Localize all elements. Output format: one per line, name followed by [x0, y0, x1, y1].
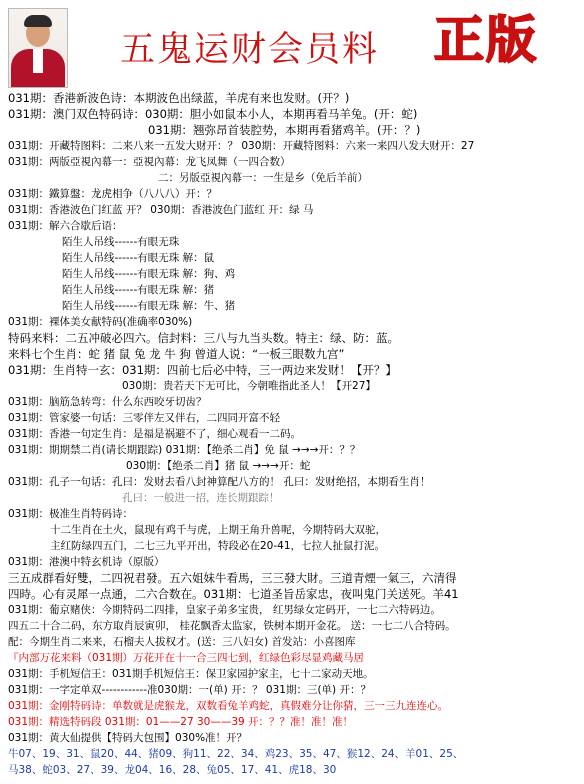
line-confucius-saying-1: 031期：孔子一句话：孔曰：发财去看八封神算配八方的！ 孔曰：发财绝招，本期看生肖！ [8, 476, 431, 488]
line-mystic-poem-1: 三五成群看好雙，二四祝君發。五六姐妹牛看馬，三三發大財。三道青煙一氣三，六清得 [8, 571, 457, 585]
line-accurate-poem-2: 主红防绿四五门，二七三九平开出，特段必在20-41，七拉人扯鼠打泥。 [50, 540, 386, 552]
line-riddle-2: 陌生人吊线------有眼无珠 解：鼠 [62, 252, 215, 264]
line-macau-double-color-poem: 031期：澳门双色特码诗：030期：胆小如鼠本小人，本期再看马羊兔。(开：蛇) [8, 107, 418, 121]
line-riddle-heading: 031期：解六合歇后语： [8, 220, 123, 232]
line-sms-king: 031期：手机短信王：031期手机短信王：保卫家园护家主，七十二家动天地。 [8, 668, 374, 680]
line-treasure-chart: 031期：开藏特图料：二来八来一五发大财开：？ 030期：开藏特图料：六来一来四八发大财开：27 [8, 140, 475, 152]
portrait-shirt [33, 49, 43, 73]
line-zodiac-mystery-2: 030期：贵若天下无可比，今朝唯指此圣人！【开27】 [122, 380, 376, 392]
line-atv-inside-2: 二：另版亞視內幕一：一生是乡（免后羊前） [158, 172, 368, 184]
line-ban-two-zodiacs-1: 031期：期期禁二肖(请长期跟踪) 031期：【绝杀二肖】免 鼠 →→→开：？？ [8, 444, 361, 456]
line-mystic-poem-2: 四時。心有灵犀一点通，二六合数在。031期：七道圣旨岳家忠，夜叫鬼门关送死。羊41 [8, 587, 459, 601]
line-hk-one-sentence: 031期：香港一句定生肖：是福是祸避不了，细心观看一二码。 [8, 428, 302, 440]
line-confucius-saying-2: 孔曰：一般进一招，连长期跟踪！ [122, 492, 280, 504]
page-title: 五鬼运财会员料 [120, 30, 380, 70]
line-lisboa-gambler-3: 配：今期生肖二来来，石榴夫人拔权才。(送：三八妇女) 首发站：小喜图库 [8, 636, 356, 648]
line-hk-wave-door: 031期：香港波色门红蓝 开？ 030期：香港波色门蓝红 开：绿 马 [8, 204, 314, 216]
line-riddle-3: 陌生人吊线------有眼无珠 解：狗、鸡 [62, 268, 236, 280]
line-atv-inside-1: 031期：两版亞視內幕一：亞視內幕：龙飞凤舞（一四合数） [8, 156, 291, 168]
line-seven-zodiacs: 来料七个生肖：蛇 猪 鼠 兔 龙 牛 狗 曾道人说：“一板三眼数九宫” [8, 347, 345, 361]
line-accurate-poem-heading: 031期：极准生肖特码诗： [8, 508, 134, 520]
line-hk-wave-color-poem: 031期：香港新波色诗：本期波色出绿蓝，羊虎有来也发财。(开？) [8, 91, 350, 105]
line-riddle-5: 陌生人吊线------有眼无珠 解：牛、猪 [62, 300, 236, 312]
line-accurate-poem-1: 十二生肖在土火，鼠现有鸡千与虎，上期王角升兽呢，今期特码大双驼， [50, 524, 386, 536]
line-brain-teaser: 031期：脑筋急转弯：什么东西咬牙切齿？ [8, 396, 207, 408]
line-vajra-poem: 031期：金刚特码诗：单数就是虎猴龙，双数看兔羊鸡蛇，真假难分让你猜，三一三九连连心。 [8, 700, 449, 712]
line-ban-two-zodiacs-2: 030期：【绝杀二肖】猪 鼠 →→→开：蛇 [126, 460, 311, 472]
portrait-photo [8, 8, 68, 88]
line-wong-tai-sin: 031期：黄大仙提供【特码大包围】030%准！开？ [8, 732, 248, 744]
line-lisboa-gambler-1: 031期：葡京赌侠：今期特码二四排，皇家子弟多宝贵， 红男绿女定码开，一七二六特码边。 [8, 604, 441, 616]
line-housekeeper-saying: 031期：管家婆一句话：三零伴左又伴右，二四同开富不轻 [8, 412, 281, 424]
line-mystic-poem-heading: 031期：港澳中特玄机诗（原版） [8, 556, 165, 568]
line-zodiac-mystery-1: 031期：生肖特一玄：031期：四前七后必中特，三一两边来发财！【开？】 [8, 363, 397, 377]
line-iron-abacus: 031期：鐵算盤：龙虎相争（八八八）开：？ [8, 188, 218, 200]
line-macau-double-color-poem-2: 031期：翘弥昂首装腔势，本期再看猪鸡羊。(开：？) [148, 123, 421, 137]
portrait-hair [24, 15, 52, 27]
header [0, 0, 584, 92]
genuine-stamp: 正版 [434, 11, 538, 69]
line-zodiac-numbers-2: 马38、蛇03、27、39、龙04、16、28、兔05、17、41、虎18、30 [8, 764, 337, 776]
line-riddle-1: 陌生人吊线------有眼无珠 [62, 236, 180, 248]
line-lisboa-gambler-2: 四五二十合二码，东方取肖辰寅卯， 桂花飘香太监家，铁树本期开金花。 送：一七二八合特码。 [8, 620, 456, 632]
line-zodiac-numbers-1: 牛07、19、31、鼠20、44、猪09、狗11、22、34、鸡23、35、47、猴12、24、羊01、25、 [8, 748, 464, 760]
line-special-code-heading: 031期：裸体美女献特码(准确率030%) [8, 316, 193, 328]
line-odd-even: 031期：一字定单双------------准030期：一(单) 开：？ 031期：三(单) 开：？ [8, 684, 371, 696]
line-special-code-source: 特码来料：二五冲破必四六。信封料：三八与九当头数。特主：绿、防：蓝。 [8, 331, 399, 345]
line-internal-flowers: 『内部万花来料（031期）万花开在十一合三四七到，红绿色彩尽显鸡藏马居 [8, 652, 365, 664]
line-selected-code-range: 031期：精选特码段 031期：01——27 30——39 开：？？准！准！准！ [8, 716, 354, 728]
line-riddle-4: 陌生人吊线------有眼无珠 解：猪 [62, 284, 215, 296]
